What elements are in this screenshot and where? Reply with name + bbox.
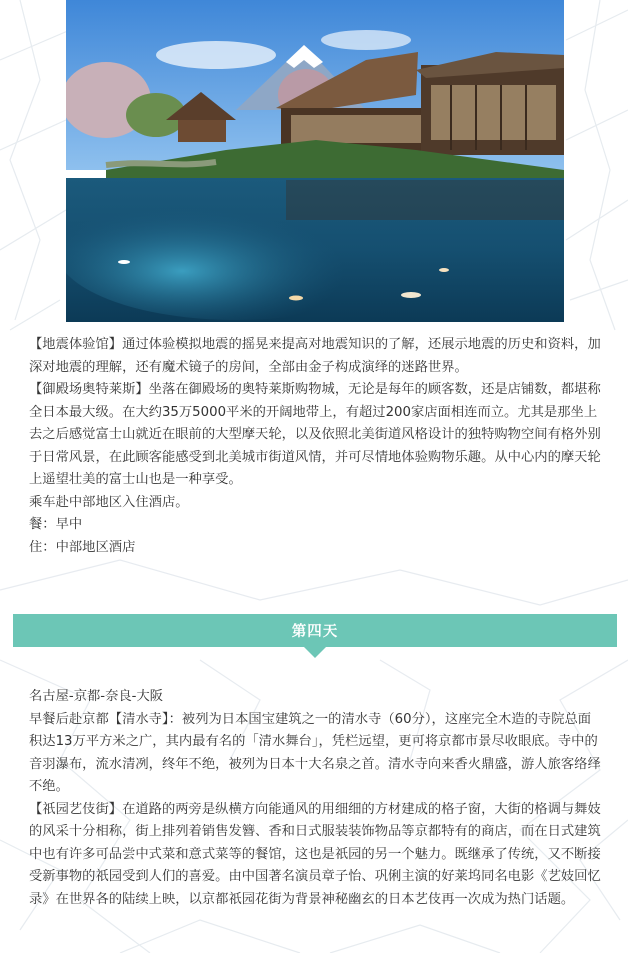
photo-oshino-hakkai: [66, 0, 564, 322]
day-banner: [13, 614, 617, 647]
day-banner-arrow: [304, 647, 326, 658]
paragraph-route: 名古屋-京都-奈良-大阪: [29, 689, 164, 704]
day-banner-label: 第四天: [291, 624, 339, 640]
paragraph-gotemba-outlets: 【御殿场奥特莱斯】坐落在御殿场的奥特莱斯购物城，无论是每年的顾客数，还是店铺数，都堪称全日本最大级。在大约35万5000平米的开阔地带上，有超过200家店面相连而立。尤其是那坐上去之后感觉富士山就近在眼前的大型摩天轮，以及依照北美街道风格设计的独特购物空间有格外别于日常风景，在此顾客能感受到北美城市街道风情，并可尽情地体验购物乐趣。从中心内的摩天轮上遥望壮美的富士山也是一种享受。: [29, 382, 601, 487]
paragraph-earthquake-museum: 【地震体验馆】通过体验模拟地震的摇晃来提高对地震知识的了解，还展示地震的历史和资料，加深对地震的理解，还有魔术镜子的房间，全部由金子构成演绎的迷路世界。: [29, 337, 601, 375]
section2-text: [29, 686, 601, 911]
section1-text: [29, 334, 601, 559]
paragraph-transfer: 乘车赴中部地区入住酒店。: [29, 494, 189, 510]
paragraph-gion: 【祇园艺伎街】在道路的两旁是纵横方向能通风的用细细的方材建成的格子窗，大街的格调与舞妓的风采十分相称，街上排列着销售发簪、香和日式服装装饰物品等京都特有的商店，而在日式建筑中也有许多可品尝中式菜和意式菜等的餐馆，这也是祇园的另一个魅力。既继承了传统，又不断接受新事物的祇园受到人们的喜爱。由中国著名演员章子怡、巩俐主演的好莱坞同名电影《艺妓回忆录》在世界各的陆续上映，以京都祇园花街为背景神秘幽玄的日本艺伎再一次成为热门话题。: [29, 801, 601, 907]
paragraph-meals: 餐：早中: [29, 517, 83, 532]
paragraph-hotel: 住：中部地区酒店: [29, 539, 136, 555]
paragraph-kiyomizu-temple: 早餐后赴京都【清水寺】：被列为日本国宝建筑之一的清水寺（60分），这座完全木造的寺院总面积达13万平方米之广，其内最有名的「清水舞台」，凭栏远望，更可将京都市景尽收眼底。寺中的音羽瀑布，流水清冽，终年不绝，被列为日本十大名泉之首。清水寺向来香火鼎盛，游人旅客络绎不绝。: [29, 711, 601, 794]
